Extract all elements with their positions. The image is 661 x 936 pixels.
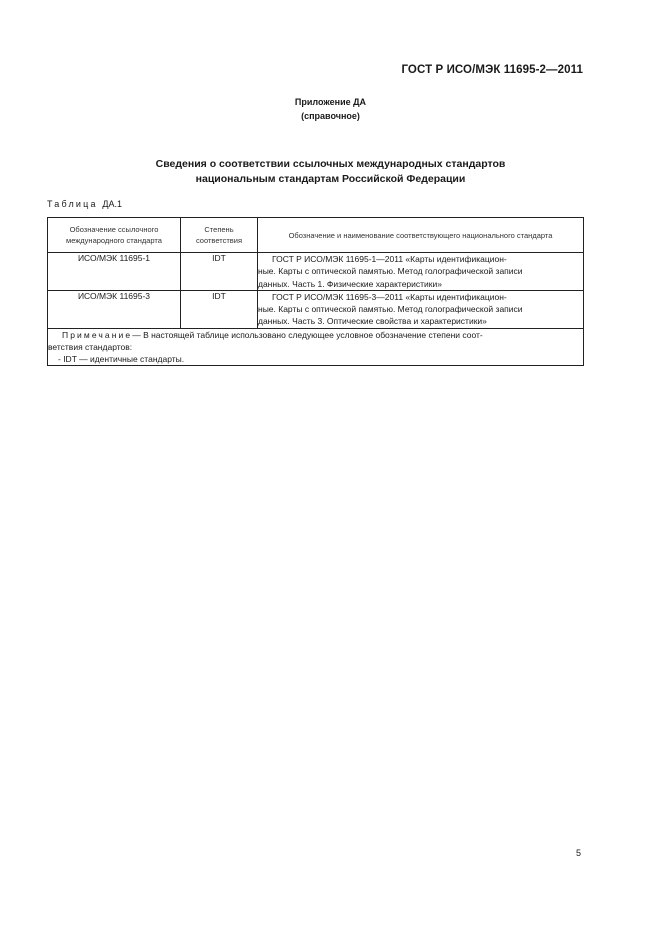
page-number: 5 [576, 848, 582, 858]
cell-national-line3: данных. Часть 1. Физические характеристики» [258, 278, 442, 289]
cell-national [258, 290, 584, 328]
note-label: Примечание [62, 329, 133, 340]
header-degree [181, 218, 258, 253]
appendix-subtitle: (справочное) [301, 111, 360, 121]
header-col1-line1: Обозначение ссылочного [69, 225, 159, 234]
table-row [48, 290, 584, 328]
cell-national-line2: ные. Карты с оптической памятью. Метод голографической записи [258, 304, 523, 315]
header-national-standard: Обозначение и наименование соответствующего национального стандарта [258, 218, 584, 253]
cell-international: ИСО/МЭК 11695-1 [48, 253, 181, 291]
header-col2-line1: Степень [204, 225, 234, 234]
section-title-line1: Сведения о соответствии ссылочных международных стандартов [155, 158, 506, 170]
note-text: — В настоящей таблице использовано следующее условное обозначение степени соот- [132, 329, 483, 340]
table-caption [47, 199, 122, 209]
cell-national-line1: ГОСТ Р ИСО/МЭК 11695-3—2011 «Карты идентификацион- [272, 291, 507, 302]
cell-international: ИСО/МЭК 11695-3 [48, 290, 181, 328]
document-code: ГОСТ Р ИСО/МЭК 11695-2—2011 [401, 64, 583, 76]
header-col2-line2: соответствия [195, 236, 243, 245]
note-line2: ветствия стандартов: [48, 341, 133, 352]
note-item: - IDT — идентичные стандарты. [58, 353, 185, 364]
table-note-row [48, 328, 584, 365]
section-title-line2: национальным стандартам Российской Федерации [195, 173, 466, 185]
cell-degree: IDT [181, 253, 258, 291]
table-row [48, 253, 584, 291]
cell-degree: IDT [181, 290, 258, 328]
header-international-standard [48, 218, 181, 253]
section-title [60, 157, 601, 187]
correspondence-table [47, 217, 584, 366]
appendix-title: Приложение ДА [294, 97, 367, 107]
table-header-row [48, 218, 584, 253]
header-col1-line2: международного стандарта [66, 236, 162, 245]
cell-national-line1: ГОСТ Р ИСО/МЭК 11695-1—2011 «Карты идентификацион- [272, 254, 507, 264]
table-caption-label: Таблица [47, 199, 98, 209]
table-caption-number: ДА.1 [102, 199, 123, 209]
cell-national [258, 253, 584, 291]
appendix-heading [0, 95, 661, 123]
note-line1 [48, 329, 583, 341]
cell-national-line3: данных. Часть 3. Оптические свойства и характеристики» [258, 316, 487, 327]
table-note [48, 328, 584, 365]
cell-national-line2: ные. Карты с оптической памятью. Метод голографической записи [258, 266, 523, 277]
